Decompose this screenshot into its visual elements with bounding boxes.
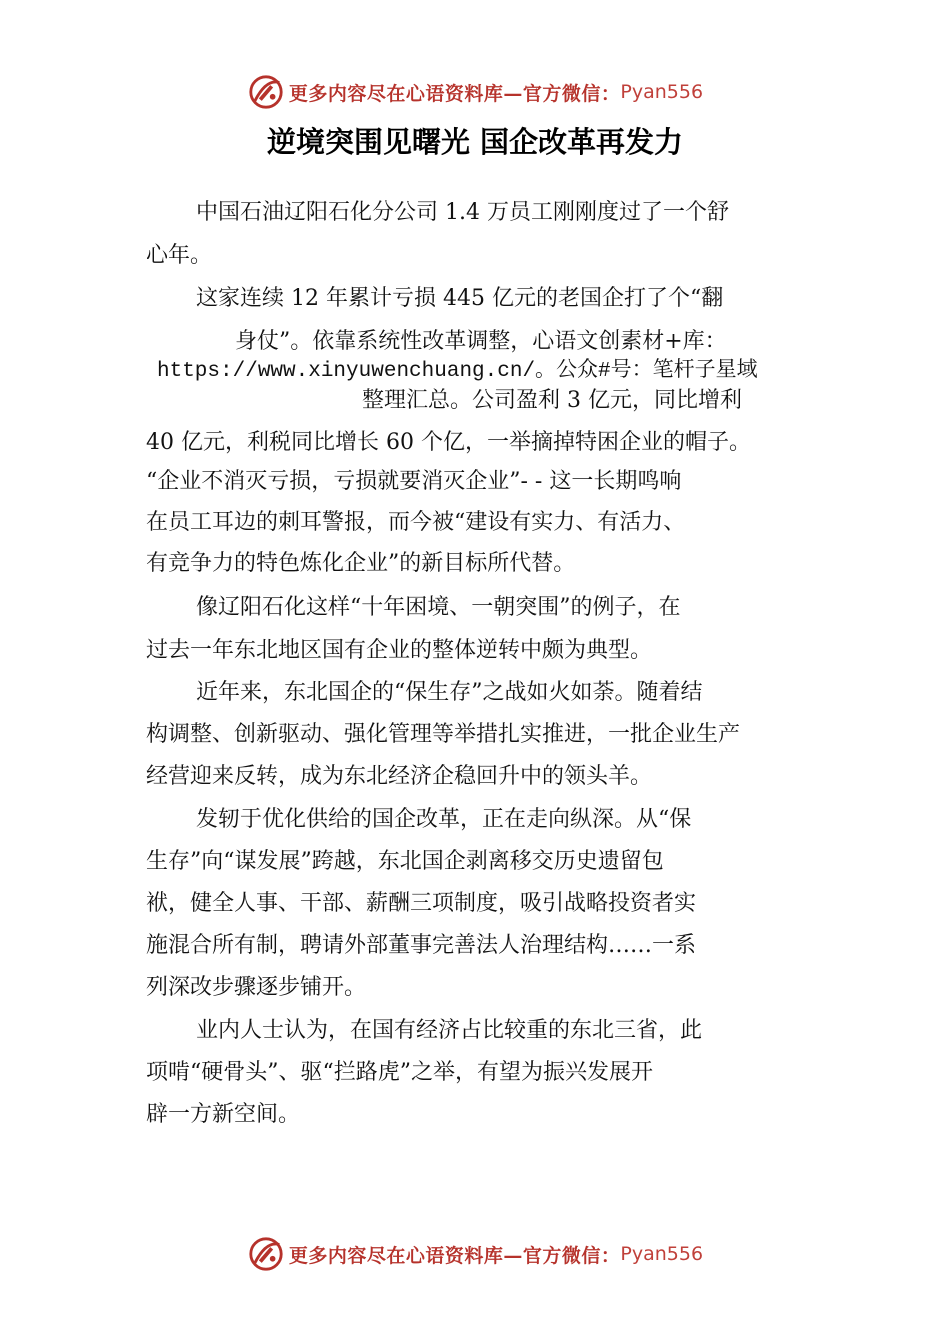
body-line: 辟一方新空间。 (146, 1102, 301, 1127)
body-line: “企业不消灭亏损，亏损就要消灭企业”- - 这一长期鸣响 (146, 469, 682, 494)
body-line: 过去一年东北地区国有企业的整体逆转中颇为典型。 (146, 638, 653, 663)
body-line: 发轫于优化供给的国企改革，正在走向纵深。从“保 (196, 807, 692, 832)
body-line: 这家连续 12 年累计亏损 445 亿元的老国企打了个“翻 (196, 286, 724, 311)
body-line: 生存”向“谋发展”跨越，东北国企剥离移交历史遗留包 (146, 849, 664, 874)
body-line: 项啃“硬骨头”、驱“拦路虎”之举，有望为振兴发展开 (146, 1060, 653, 1085)
brand-logo-icon (247, 73, 285, 111)
body-line-url: https://www.xinyuwenchuang.cn/。公众#号：笔杆子星域 (157, 360, 758, 383)
body-line: 在员工耳边的刺耳警报，而今被“建设有实力、有活力、 (146, 510, 686, 535)
body-line: 像辽阳石化这样“十年困境、一朝突围”的例子，在 (196, 595, 681, 620)
body-line: 身仗”。依靠系统性改革调整，心语文创素材+库： (235, 329, 727, 354)
article-title: 逆境突围见曙光 国企改革再发力 (266, 125, 684, 159)
body-line: 心年。 (146, 243, 213, 268)
body-line: 经营迎来反转，成为东北经济企稳回升中的领头羊。 (146, 764, 653, 789)
body-line: 构调整、创新驱动、强化管理等举措扎实推进，一批企业生产 (146, 722, 741, 747)
body-line: 中国石油辽阳石化分公司 1.4 万员工刚刚度过了一个舒 (196, 200, 729, 225)
banner-text: 更多内容尽在心语资料库—官方微信： (288, 82, 621, 105)
body-line: 袱，健全人事、干部、薪酬三项制度，吸引战略投资者实 (146, 891, 697, 916)
banner-contact: Pyan556 (620, 81, 704, 103)
body-line: 整理汇总。公司盈利 3 亿元，同比增利 (362, 388, 742, 413)
body-line: 近年来，东北国企的“保生存”之战如火如荼。随着结 (196, 680, 703, 705)
header-watermark-banner (0, 70, 950, 114)
body-line: 列深改步骤逐步铺开。 (146, 975, 367, 1000)
banner-contact: Pyan556 (620, 1243, 704, 1265)
footer-watermark-banner (0, 1232, 950, 1276)
body-line: 施混合所有制，聘请外部董事完善法人治理结构……一系 (146, 933, 697, 958)
body-line: 有竞争力的特色炼化企业”的新目标所代替。 (146, 551, 576, 576)
brand-logo-icon (247, 1235, 285, 1273)
banner-text: 更多内容尽在心语资料库—官方微信： (288, 1244, 621, 1267)
body-line: 业内人士认为，在国有经济占比较重的东北三省，此 (196, 1018, 703, 1043)
body-line: 40 亿元，利税同比增长 60 个亿，一举摘掉特困企业的帽子。 (146, 430, 751, 455)
